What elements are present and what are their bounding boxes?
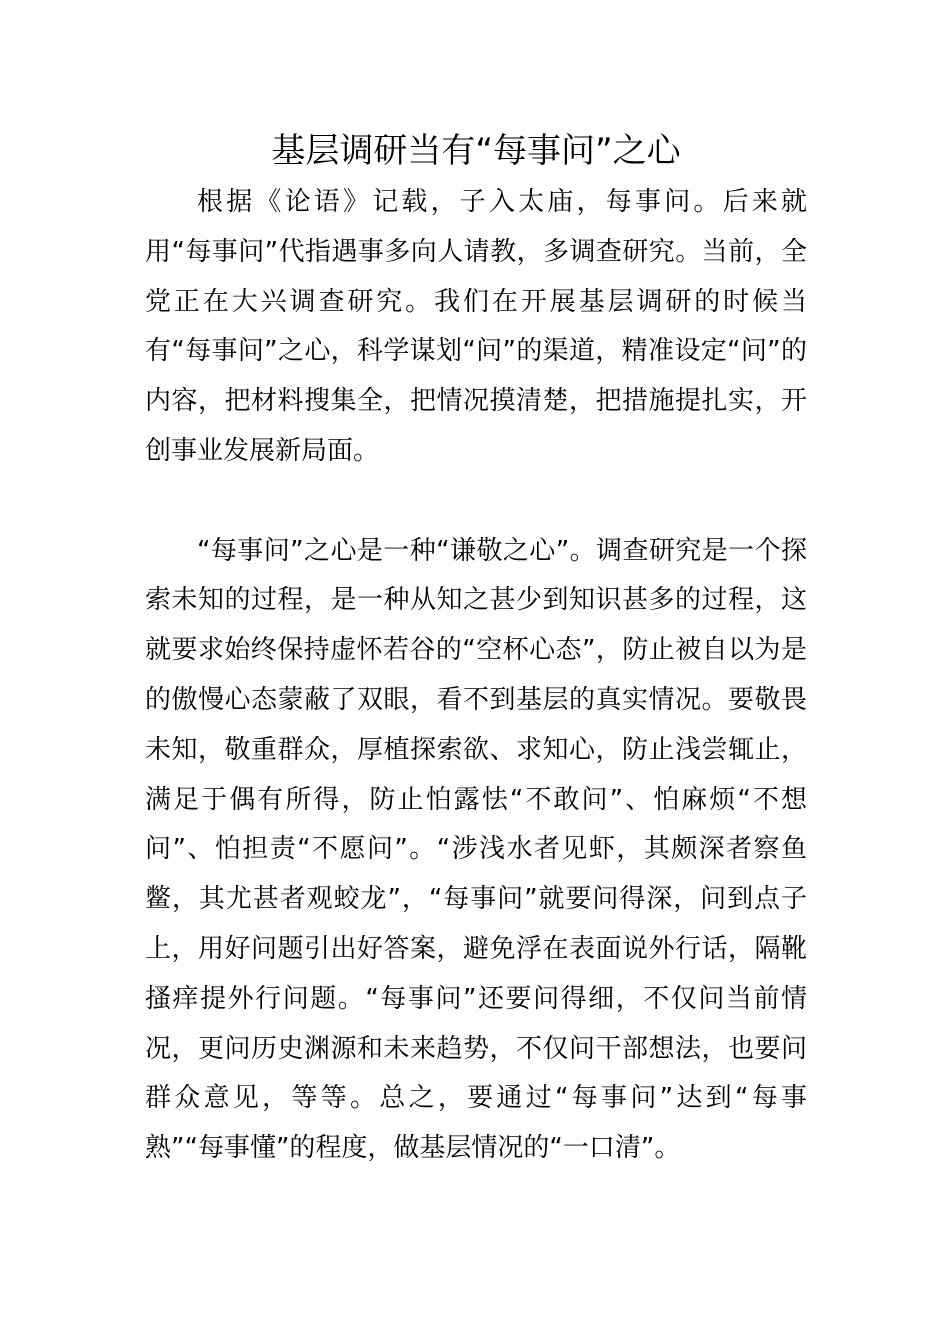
document-page bbox=[145, 128, 807, 1174]
paragraph-2: “每事问”之心是一种“谦敬之心”。调查研究是一个探索未知的过程，是一种从知之甚少到知识甚多的过程，这就要求始终保持虚怀若谷的“空杯心态”，防止被自以为是的傲慢心态蒙蔽了双眼，看不到基层的真实情况。要敬畏未知，敬重群众，厚植探索欲、求知心，防止浅尝辄止，满足于偶有所得，防止怕露怯“不敢问”、怕麻烦“不想问”、怕担责“不愿问”。“涉浅水者见虾，其颇深者察鱼鳖，其尤甚者观蛟龙”，“每事问”就要问得深，问到点子上，用好问题引出好答案，避免浮在表面说外行话，隔靴搔痒提外行问题。“每事问”还要问得细，不仅问当前情况，更问历史渊源和未来趋势，不仅问干部想法，也要问群众意见，等等。总之，要通过“每事问”达到“每事熟”“每事懂”的程度，做基层情况的“一口清”。 bbox=[145, 535, 807, 1164]
document-title: 基层调研当有“每事问”之心 bbox=[271, 131, 681, 171]
paragraph-1: 根据《论语》记载，子入太庙，每事问。后来就用“每事问”代指遇事多向人请教，多调查研究。当前，全党正在大兴调查研究。我们在开展基层调研的时候当有“每事问”之心，科学谋划“问”的渠道，精准设定“问”的内容，把材料搜集全，把情况摸清楚，把措施提扎实，开创事业发展新局面。 bbox=[145, 187, 807, 466]
